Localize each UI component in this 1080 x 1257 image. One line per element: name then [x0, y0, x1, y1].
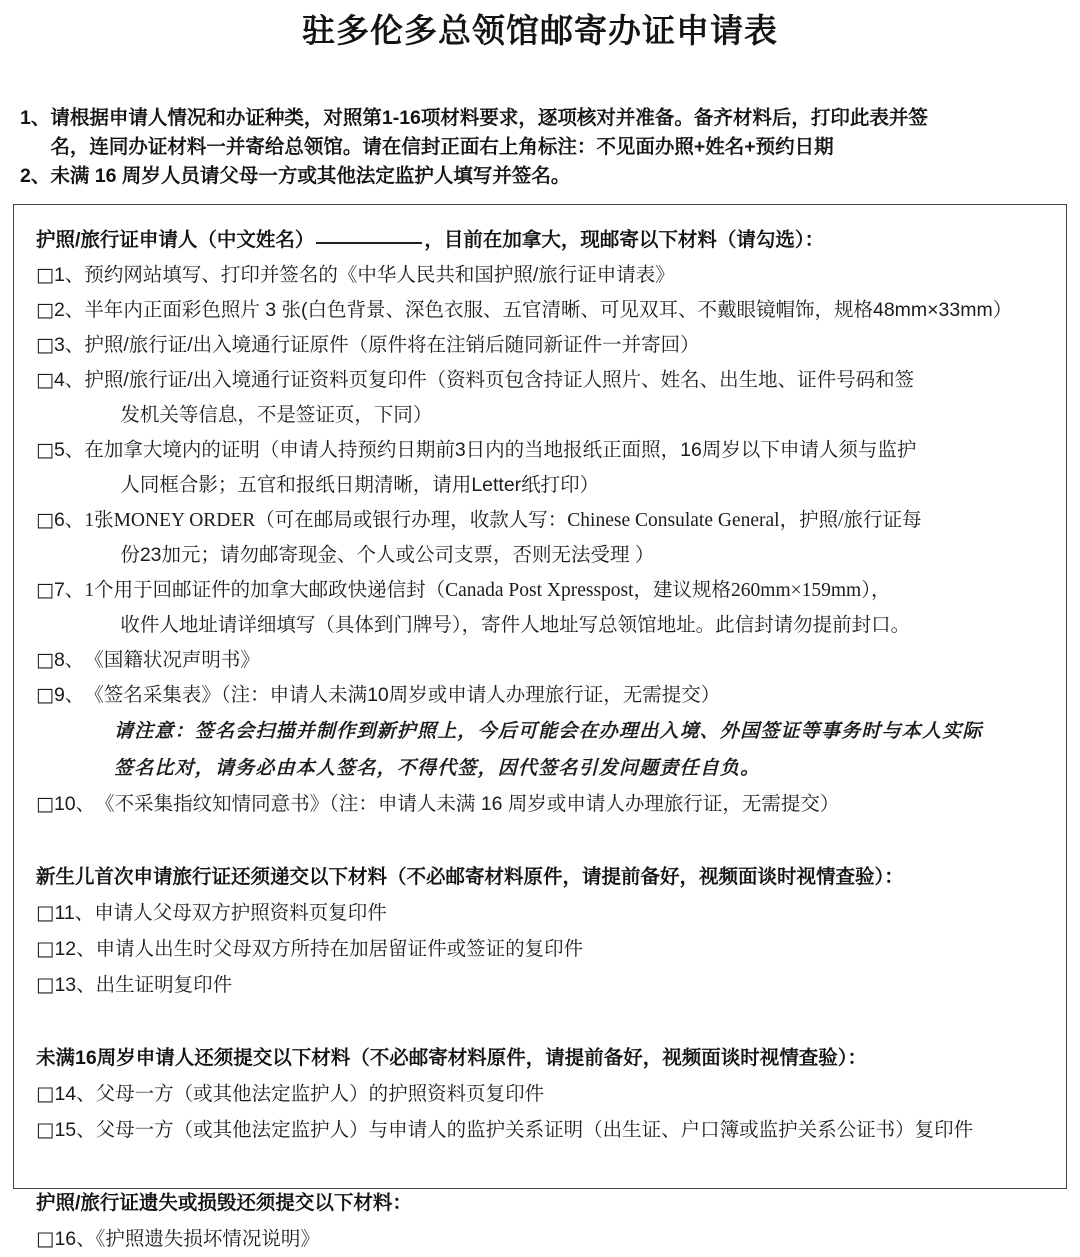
checklist-item-4-text [84, 363, 1058, 433]
checkbox-icon[interactable]: □ [36, 684, 54, 706]
signature-note [114, 713, 1058, 787]
checklist-item-13-text: 出生证明复印件 [95, 974, 233, 996]
checklist-item-12-number: 12、 [54, 938, 96, 960]
checklist-item-6-text [84, 503, 1058, 573]
checklist-item-1-text: 预约网站填写、打印并签名的《中华人民共和国护照/旅行证申请表》 [84, 264, 675, 286]
checkbox-icon[interactable]: □ [36, 1227, 55, 1250]
checklist-item-5-text [84, 433, 1058, 503]
section-heading-lost: 护照/旅行证遗失或损毁还须提交以下材料： [36, 1192, 412, 1214]
checkbox-icon[interactable]: □ [36, 937, 55, 960]
checklist-item-16-number: 16、 [54, 1228, 96, 1250]
checklist-item-1[interactable] [36, 258, 1058, 293]
checklist-item-9-number: 9、 [53, 684, 85, 706]
checklist-item-7-line2: 收件人地址请详细填写（具体到门牌号），寄件人地址写总领馆地址。此信封请勿提前封口。 [120, 614, 911, 636]
preamble-item-2-line1: 未满 16 周岁人员请父母一方或其他法定监护人填写并签名。 [50, 165, 571, 187]
checklist-item-11-text: 申请人父母双方护照资料页复印件 [94, 902, 387, 924]
preamble-item-1-number: 1、 [20, 107, 51, 129]
checklist-item-11[interactable] [36, 895, 1058, 931]
checkbox-icon[interactable]: □ [36, 649, 54, 671]
checklist-item-15[interactable] [36, 1112, 1058, 1148]
checklist-item-2-text: 半年内正面彩色照片 3 张(白色背景、深色衣服、五官清晰、可见双耳、不戴眼镜帽饰，规格48mm×33mm） [84, 299, 1013, 321]
preamble-item-1-text [50, 104, 1068, 162]
checklist-item-6[interactable] [36, 503, 1058, 573]
checklist-item-6-line2: 份23加元；请勿邮寄现金、个人或公司支票，否则无法受理 ） [120, 544, 655, 566]
preamble-item-2-text [50, 162, 1068, 191]
section-spacer [36, 1148, 1058, 1186]
preamble-notes [20, 104, 1068, 191]
preamble-item-2 [20, 162, 1068, 191]
applicant-heading [36, 223, 1058, 258]
checklist-item-4[interactable] [36, 363, 1058, 433]
checklist-item-16[interactable] [36, 1221, 1058, 1257]
checklist-item-6-line1: 1张MONEY ORDER（可在邮局或银行办理，收款人写：Chinese Consulate General，护照/旅行证每 [84, 510, 922, 531]
signature-note-line2: 签名比对，请务必由本人签名，不得代签，因代签名引发问题责任自负。 [114, 758, 761, 779]
checklist-item-14[interactable] [36, 1076, 1058, 1112]
section-spacer [36, 1003, 1058, 1041]
checklist-item-11-number: 11、 [54, 902, 95, 924]
checklist-item-7-text [84, 573, 1058, 643]
applicant-heading-suffix: ，目前在加拿大，现邮寄以下材料（请勾选）： [424, 229, 825, 251]
checkbox-icon[interactable]: □ [36, 369, 54, 391]
checklist-item-7-line1: 1个用于回邮证件的加拿大邮政快递信封（Canada Post Xpresspost，建议规格260mm×159mm）， [84, 580, 891, 601]
checklist-item-5-number: 5、 [53, 439, 85, 461]
checklist-item-3-number: 3、 [53, 334, 85, 356]
checklist-item-2-number: 2、 [53, 299, 85, 321]
preamble-item-1-line2: 名，连同办证材料一并寄给总领馆。请在信封正面右上角标注：不见面办照+姓名+预约日期 [50, 136, 834, 158]
checkbox-icon[interactable]: □ [36, 264, 54, 286]
checklist-item-13-number: 13、 [54, 974, 96, 996]
checklist-item-10-text: 《不采集指纹知情同意书》（注：申请人未满 16 周岁或申请人办理旅行证，无需提交） [95, 793, 840, 815]
checklist-item-13[interactable] [36, 967, 1058, 1003]
checklist-item-4-line1: 护照/旅行证/出入境通行证资料页复印件（资料页包含持证人照片、姓名、出生地、证件号码和签 [84, 369, 915, 391]
checklist-item-4-line2: 发机关等信息，不是签证页，下同） [120, 404, 433, 426]
applicant-name-field[interactable] [316, 242, 422, 244]
page-title: 驻多伦多总领馆邮寄办证申请表 [302, 12, 778, 49]
checkbox-icon[interactable]: □ [36, 1082, 55, 1105]
checkbox-icon[interactable]: □ [36, 439, 54, 461]
checklist-item-12[interactable] [36, 931, 1058, 967]
preamble-item-2-number: 2、 [20, 165, 51, 187]
checkbox-icon[interactable]: □ [36, 334, 54, 356]
checklist-item-5-line1: 在加拿大境内的证明（申请人持预约日期前3日内的当地报纸正面照，16周岁以下申请人须与监护 [84, 439, 917, 461]
checklist-item-6-number: 6、 [53, 509, 85, 531]
applicant-heading-prefix: 护照/旅行证申请人（中文姓名） [36, 229, 315, 251]
checklist-item-1-number: 1、 [53, 264, 85, 286]
section-heading-under16: 未满16周岁申请人还须提交以下材料（不必邮寄材料原件，请提前备好，视频面谈时视情查验）： [36, 1047, 867, 1069]
section-heading-newborn: 新生儿首次申请旅行证还须递交以下材料（不必邮寄材料原件，请提前备好，视频面谈时视情查验）： [36, 866, 904, 888]
checklist-item-15-number: 15、 [54, 1119, 96, 1141]
checklist-item-9-text: 《签名采集表》（注：申请人未满10周岁或申请人办理旅行证，无需提交） [84, 684, 721, 706]
checklist-item-16-text: 《护照遗失损坏情况说明》 [95, 1228, 320, 1250]
checklist-item-14-number: 14、 [54, 1083, 96, 1105]
checkbox-icon[interactable]: □ [36, 579, 54, 601]
checklist-item-5-line2: 人同框合影；五官和报纸日期清晰，请用Letter纸打印） [120, 474, 600, 496]
signature-note-line1: 请注意：签名会扫描并制作到新护照上，今后可能会在办理出入境、外国签证等事务时与本人实际 [114, 721, 983, 742]
checklist-item-8-number: 8、 [53, 649, 85, 671]
checklist-box [13, 204, 1067, 1250]
section-spacer [36, 822, 1058, 860]
preamble-item-1 [20, 104, 1068, 162]
checklist-item-8[interactable] [36, 643, 1058, 678]
checkbox-icon[interactable]: □ [36, 793, 54, 815]
checkbox-icon[interactable]: □ [36, 509, 54, 531]
checkbox-icon[interactable]: □ [36, 1118, 55, 1141]
checklist-item-4-number: 4、 [53, 369, 85, 391]
checklist-item-14-text: 父母一方（或其他法定监护人）的护照资料页复印件 [95, 1083, 545, 1105]
checklist-item-10-number: 10、 [53, 793, 96, 815]
checklist-item-3[interactable] [36, 328, 1058, 363]
checkbox-icon[interactable]: □ [36, 973, 55, 996]
checkbox-icon[interactable]: □ [36, 901, 55, 924]
checklist-item-7[interactable] [36, 573, 1058, 643]
checklist-item-10[interactable] [36, 787, 1058, 822]
checklist-item-3-text: 护照/旅行证/出入境通行证原件（原件将在注销后随同新证件一并寄回） [84, 334, 700, 356]
checklist-item-7-number: 7、 [53, 579, 85, 601]
checkbox-icon[interactable]: □ [36, 299, 54, 321]
checklist-item-15-text: 父母一方（或其他法定监护人）与申请人的监护关系证明（出生证、户口簿或监护关系公证书）复印件 [95, 1119, 974, 1141]
preamble-item-1-line1: 请根据申请人情况和办证种类，对照第1-16项材料要求，逐项核对并准备。备齐材料后，打印此表并签 [50, 107, 928, 129]
checklist-item-8-text: 《国籍状况声明书》 [84, 649, 260, 671]
checklist-item-12-text: 申请人出生时父母双方所持在加居留证件或签证的复印件 [95, 938, 584, 960]
checklist-item-5[interactable] [36, 433, 1058, 503]
checklist-item-2[interactable] [36, 293, 1058, 328]
checklist-item-9[interactable] [36, 678, 1058, 713]
